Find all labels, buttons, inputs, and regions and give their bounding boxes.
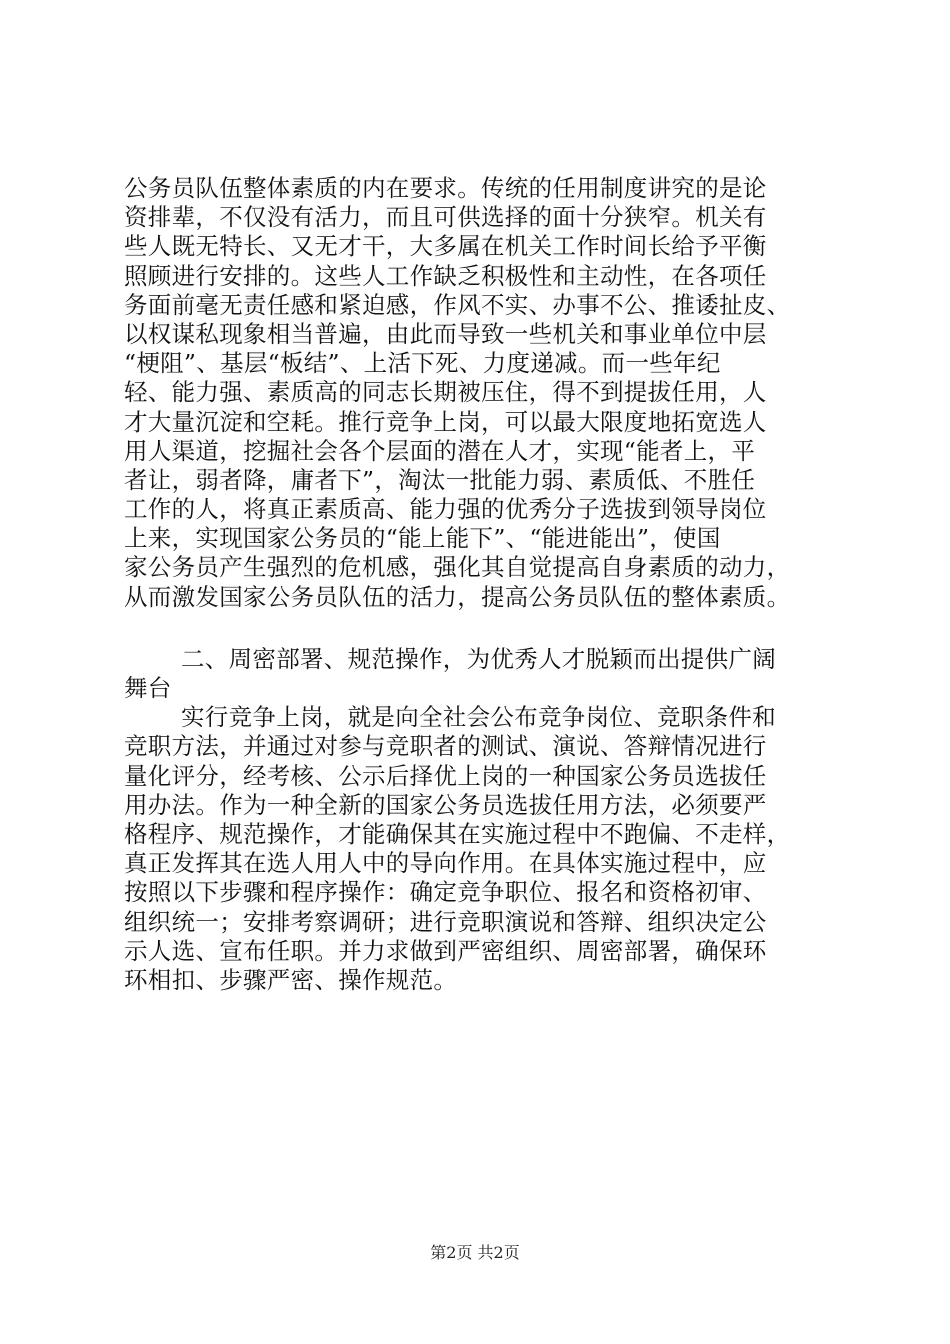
paragraph-line: 轻、能力强、素质高的同志长期被压住，得不到提拔任用，人	[124, 378, 767, 407]
section-heading-line: 二、周密部署、规范操作，为优秀人才脱颖而出提供广阔	[181, 644, 776, 673]
paragraph-line: 些人既无特长、又无才干，大多属在机关工作时间长给予平衡	[124, 232, 767, 261]
paragraph-line: 务面前毫无责任感和紧迫感，作风不实、办事不公、推诿扯皮、	[124, 290, 791, 319]
paragraph-line: 上来，实现国家公务员的“能上能下”、“能进能出”，使国	[124, 524, 721, 553]
paragraph-line: 竞职方法，并通过对参与竞职者的测试、演说、答辩情况进行	[124, 732, 767, 761]
paragraph-line: 实行竞争上岗，就是向全社会公布竞争岗位、竞职条件和	[181, 703, 776, 732]
page-number-footer: 第2页 共2页	[430, 1243, 520, 1262]
paragraph-line: 用办法。作为一种全新的国家公务员选拔任用方法，必须要严	[124, 790, 767, 819]
paragraph-line: 量化评分，经考核、公示后择优上岗的一种国家公务员选拔任	[124, 761, 767, 790]
paragraph-gap	[124, 612, 864, 645]
paragraph-line: 从而激发国家公务员队伍的活力，提高公务员队伍的整体素质。	[124, 582, 791, 611]
section-heading-line: 舞台	[124, 674, 172, 702]
paragraph-line: 资排辈，不仅没有活力，而且可供选择的面十分狭窄。机关有	[124, 203, 767, 232]
paragraph-line: 用人渠道，挖掘社会各个层面的潜在人才，实现“能者上，平	[124, 436, 756, 465]
paragraph-line: 工作的人，将真正素质高、能力强的优秀分子选拔到领导岗位	[124, 495, 767, 524]
paragraph-line: “梗阻”、基层“板结”、上活下死、力度递减。而一些年纪	[124, 349, 721, 378]
paragraph-line: 真正发挥其在选人用人中的导向作用。在具体实施过程中，应	[124, 849, 767, 878]
paragraph-line: 公务员队伍整体素质的内在要求。传统的任用制度讲究的是论	[124, 174, 767, 202]
paragraph-line: 才大量沉淀和空耗。推行竞争上岗，可以最大限度地拓宽选人	[124, 407, 767, 436]
paragraph-line: 组织统一；安排考察调研；进行竞职演说和答辩、组织决定公	[124, 907, 767, 936]
paragraph-line: 环相扣、步骤严密、操作规范。	[124, 965, 458, 994]
paragraph-line: 按照以下步骤和程序操作：确定竞争职位、报名和资格初审、	[124, 878, 767, 907]
paragraph-line: 者让，弱者降，庸者下”，淘汰一批能力弱、素质低、不胜任	[124, 465, 756, 494]
body-text	[124, 174, 864, 995]
paragraph-line: 照顾进行安排的。这些人工作缺乏积极性和主动性，在各项任	[124, 261, 767, 290]
paragraph-line: 家公务员产生强烈的危机感，强化其自觉提高自身素质的动力，	[124, 553, 791, 582]
paragraph-line: 格程序、规范操作，才能确保其在实施过程中不跑偏、不走样，	[124, 819, 791, 848]
paragraph-line: 示人选、宣布任职。并力求做到严密组织、周密部署，确保环	[124, 936, 767, 965]
paragraph-line: 以权谋私现象相当普遍，由此而导致一些机关和事业单位中层	[124, 319, 767, 348]
